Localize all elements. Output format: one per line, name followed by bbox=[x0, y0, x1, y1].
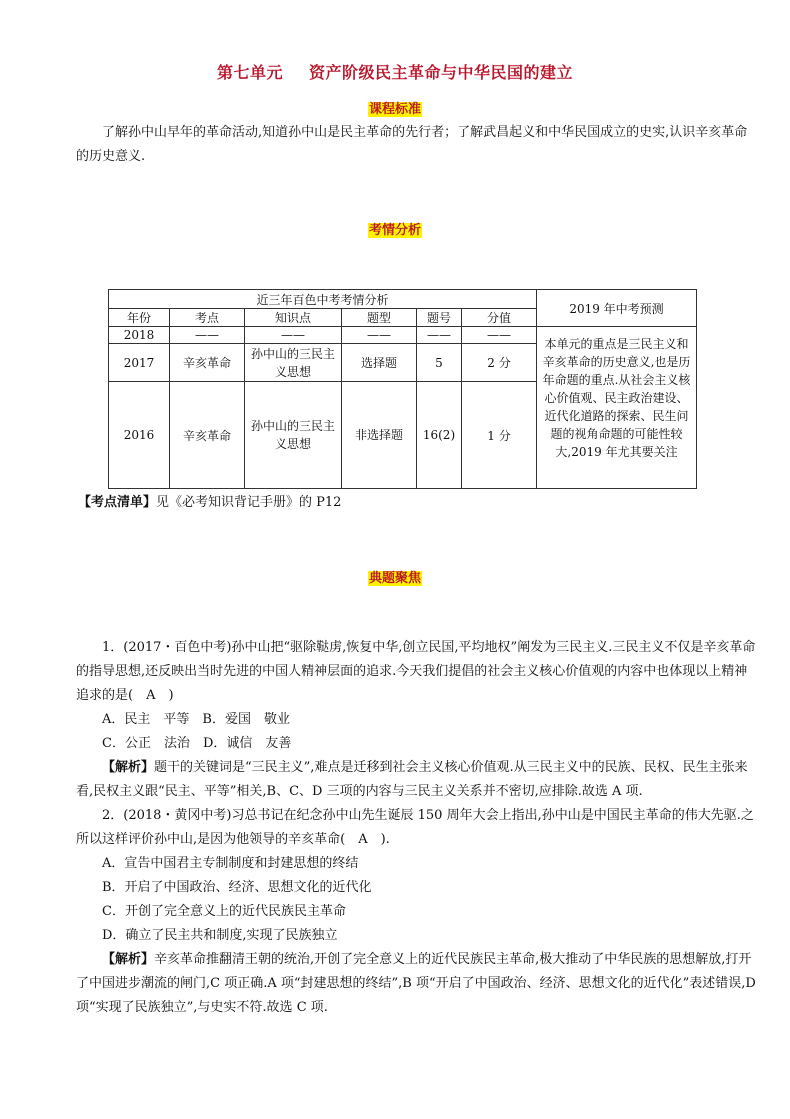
prediction-text: 本单元的重点是三民主义和辛亥革命的历史意义,也是历年命题的重点.从社会主义核心价值观、民主政治建设、近代化道路的探索、民生问题的视角命题的可能性较大,2019 年尤其要关注 bbox=[542, 337, 691, 459]
header-type: 题型 bbox=[342, 309, 417, 327]
focus-heading-wrap bbox=[0, 567, 790, 586]
table-row bbox=[109, 327, 697, 344]
checklist bbox=[78, 493, 341, 513]
header-knowledge: 知识点 bbox=[245, 309, 342, 327]
q1-stem: 1．(2017・百色中考)孙中山把“驱除鞑虏,恢复中华,创立民国,平均地权”阐发为三民主义.三民主义不仅是辛亥革命的指导思想,还反映出当时先进的中国人精神层面的追求.今天我们提倡的社会主义核心价值观的内容中也体现以上精神追求的是( A ) bbox=[76, 640, 756, 703]
q1-analysis-text: 题干的关键词是“三民主义”,难点是迁移到社会主义核心价值观.从三民主义中的民族、民权、民生主张来看,民权主义跟“民主、平等”相关,B、C、D 三项的内容与三民主义关系并不密切,应排除.故选 A 项. bbox=[76, 760, 748, 799]
checklist-text: 见《必考知识背记手册》的 P12 bbox=[156, 495, 342, 510]
q2-analysis-text: 辛亥革命推翻清王朝的统治,开创了完全意义上的近代民族民主革命,极大推动了中华民族的思想解放,打开了中国进步潮流的闸门,C 项正确.A 项“封建思想的终结”,B 项“开启了中国政治、经济、思想文化的近代化”表述错误,D 项“实现了民族独立”,与史实不符.故选 C 项. bbox=[76, 952, 756, 1015]
analysis-heading: 考情分析 bbox=[368, 223, 421, 238]
prediction-cell bbox=[537, 327, 697, 489]
header-number: 题号 bbox=[417, 309, 462, 327]
cell: 孙中山的三民主义思想 bbox=[245, 382, 342, 489]
q1-options-cd: C．公正 法治 D．诚信 友善 bbox=[102, 736, 292, 751]
title-unit: 第七单元 bbox=[216, 63, 283, 82]
focus-heading: 典题聚焦 bbox=[368, 571, 421, 586]
cell: 5 bbox=[417, 344, 462, 382]
cell: 孙中山的三民主义思想 bbox=[245, 344, 342, 382]
q2-stem: 2．(2018・黄冈中考)习总书记在纪念孙中山先生诞辰 150 周年大会上指出,孙中山是中国民主革命的伟大先驱.之所以这样评价孙中山,是因为他领导的辛亥革命( A ). bbox=[76, 808, 754, 847]
header-year: 年份 bbox=[109, 309, 170, 327]
exam-analysis-table bbox=[108, 289, 697, 489]
q1-analysis bbox=[76, 756, 756, 804]
header-score: 分值 bbox=[462, 309, 537, 327]
cell: 2016 bbox=[109, 382, 170, 489]
cell: 选择题 bbox=[342, 344, 417, 382]
q2-option-c: C．开创了完全意义上的近代民族民主革命 bbox=[102, 904, 346, 919]
page-title bbox=[0, 60, 790, 83]
cell: 2018 bbox=[109, 327, 170, 344]
q2-option-d: D．确立了民主共和制度,实现了民族独立 bbox=[102, 928, 338, 943]
cell: —— bbox=[342, 327, 417, 344]
header-point: 考点 bbox=[170, 309, 245, 327]
checklist-label: 【考点清单】 bbox=[78, 495, 157, 510]
cell: —— bbox=[462, 327, 537, 344]
cell: —— bbox=[170, 327, 245, 344]
predict-title: 2019 年中考预测 bbox=[537, 290, 697, 327]
q2-analysis-label: 【解析】 bbox=[102, 952, 155, 967]
cell: 2017 bbox=[109, 344, 170, 382]
cell: 2 分 bbox=[462, 344, 537, 382]
q1-options-ab: A．民主 平等 B．爱国 敬业 bbox=[102, 712, 290, 727]
cell: 1 分 bbox=[462, 382, 537, 489]
question-2 bbox=[76, 804, 756, 1020]
cell: —— bbox=[417, 327, 462, 344]
cell: 辛亥革命 bbox=[170, 382, 245, 489]
cell: 16(2) bbox=[417, 382, 462, 489]
standard-text bbox=[76, 121, 756, 169]
q2-option-a: A．宣告中国君主专制制度和封建思想的终结 bbox=[102, 856, 359, 871]
standard-paragraph: 了解孙中山早年的革命活动,知道孙中山是民主革命的先行者；了解武昌起义和中华民国成立的史实,认识辛亥革命的历史意义. bbox=[76, 125, 748, 164]
standard-heading-wrap bbox=[0, 98, 790, 117]
q1-analysis-label: 【解析】 bbox=[102, 760, 155, 775]
q2-analysis bbox=[76, 948, 756, 1020]
question-1 bbox=[76, 636, 756, 804]
cell: —— bbox=[245, 327, 342, 344]
q2-option-b: B．开启了中国政治、经济、思想文化的近代化 bbox=[102, 880, 372, 895]
standard-heading: 课程标准 bbox=[368, 102, 421, 117]
cell: 非选择题 bbox=[342, 382, 417, 489]
analysis-heading-wrap bbox=[0, 219, 790, 238]
cell: 辛亥革命 bbox=[170, 344, 245, 382]
table-title: 近三年百色中考考情分析 bbox=[109, 290, 537, 309]
title-topic: 资产阶级民主革命与中华民国的建立 bbox=[309, 63, 574, 82]
